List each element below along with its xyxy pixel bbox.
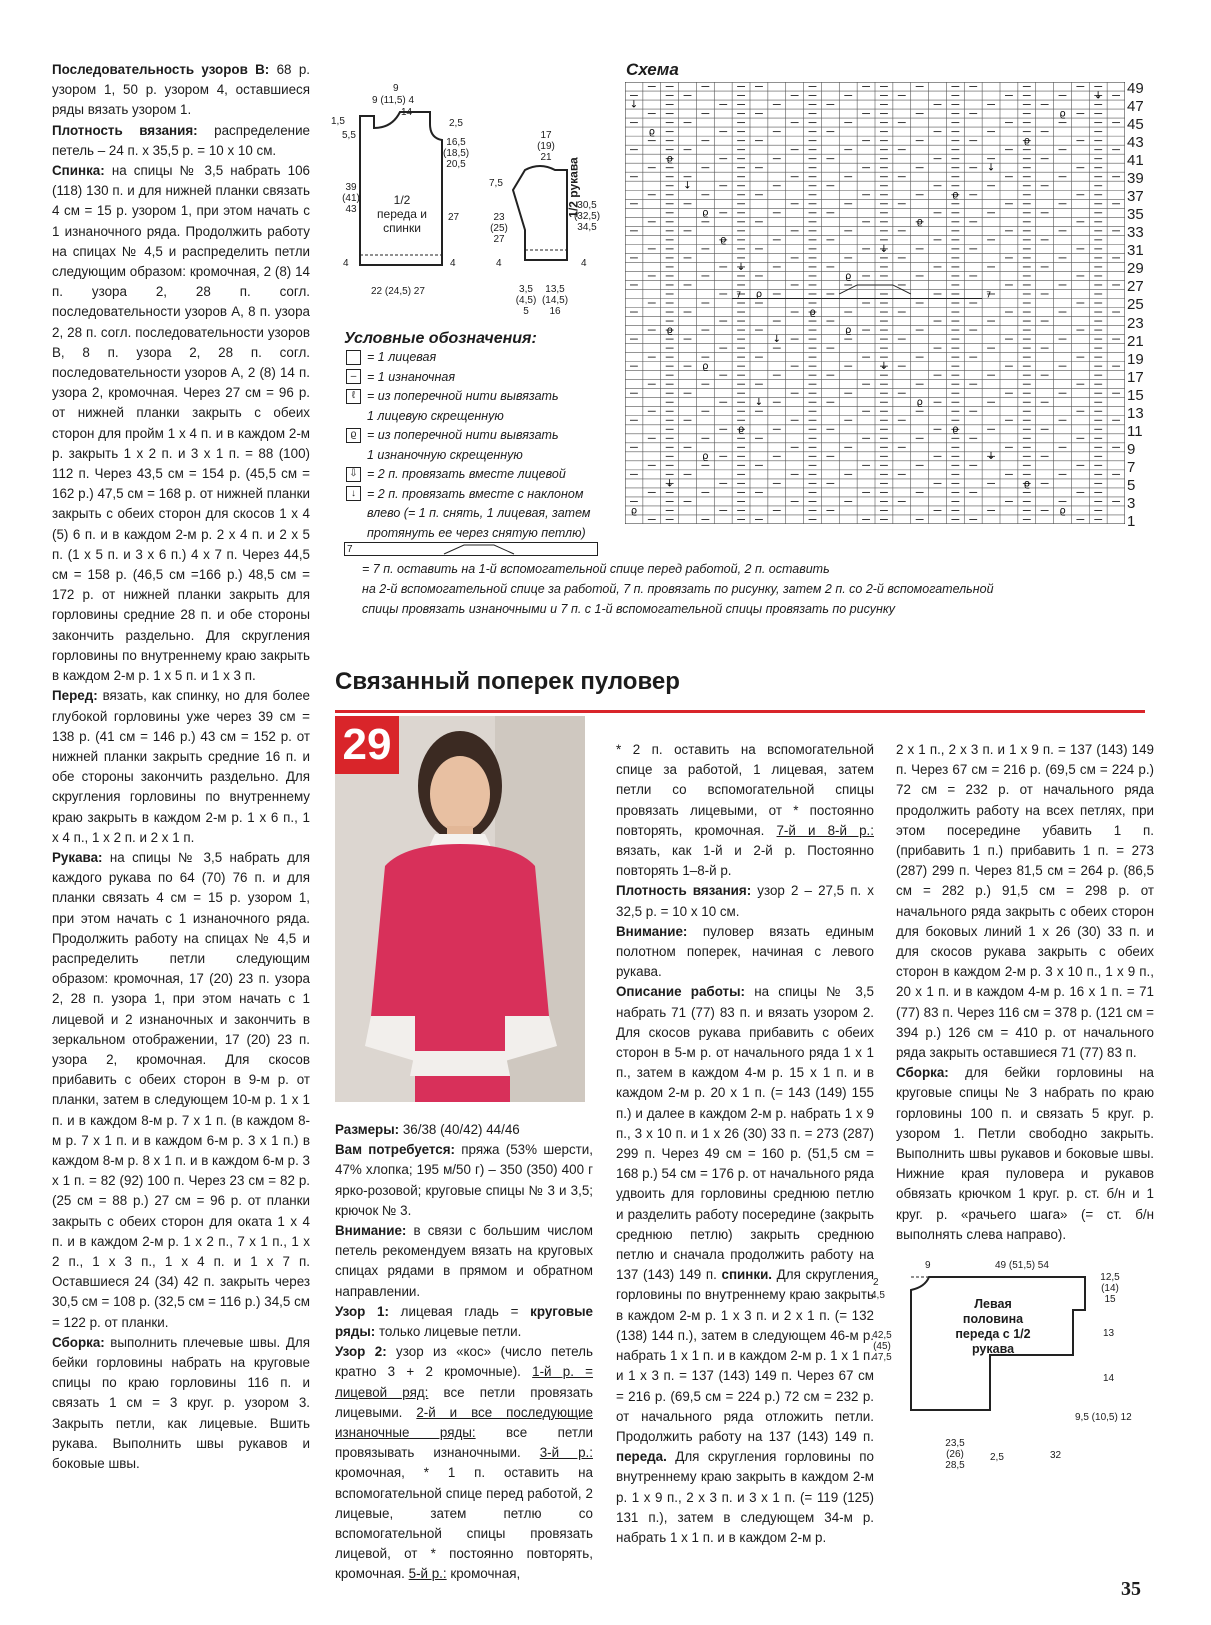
mid-text-column-2: * 2 п. оставить на вспомогательной спице за работой, 1 лицевая, затем петли со вспомогательной спицы провязать лицевыми, от * постоянно повторять, кромочная. 7-й и 8-й р.: вязать, как 1-й и 2-й р. Постоянно повторять 1–8-й р. Плотность вязания: узор 2 – 27,5 п. х 32,5 р. = 10 х 10 см. Внимание: пуловер вязать единым полотном поперек, начиная с левого рукава. Описание работы: на спицы № 3,5 набрать 71 (77) 83 п. и вязать узором 2. Для скосов рукава прибавить с обеих сторон в 5-м р. от начального ряда 1 х 1 п., затем в каждом 4-м р. 15 х 1 п. и в каждом 2-м р. 20 х 1 п. (= 143 (149) 155 п.) и далее в каждом 2-м р. набрать 1 х 9 п., 3 х 10 п. и 1 х 26 (30) 33 п. = 273 (287) 299 п. Через 49 см = 160 р. (51,5 см = 168 р.) 54 см = 176 р. от начального ряда удвоить для горловины среднюю петлю и разделить работу посередине (закрыть среднюю петлю) закрыть среднюю петлю и сначала продолжить работу на 137 (143) 149 п. спинки. Для скругления горловины по внутреннему краю закрыть в каждом 2-м р. 1 х 3 п. и 2 х 1 п. (= 132 (138) 144 п.), затем в следующем 46-м р. набрать 1 х 1 п. и в каждом 2-м р. 1 х 1 п. и 1 х 3 п. = 137 (143) 149 п. Через 67 см = 216 р. (69,5 см = 224 р.) 72 см = 232 р. от начального ряда отложить петли. Продолжить работу на 137 (143) 149 п. переда. Для скругления горловины по внутреннему краю закрыть в каждом 2-м р. 1 х 9 п., 2 х 3 п. и 3 х 1 п. (= 119 (125) 131 п.), затем в следующем 34-м р. набрать 1 х 1 п. и в каждом 2-м р.	[616, 742, 875, 1545]
paragraph: Плотность вязания: распределение петель – 24 п. х 35,5 р. = 10 х 10 см.	[52, 122, 311, 158]
twisted-stitch-symbol: ϱ	[1023, 135, 1030, 147]
row-number: 15	[1127, 386, 1144, 404]
dim-label: 2,5	[449, 118, 463, 129]
cable-number: 7	[347, 544, 353, 555]
row-number: 23	[1127, 314, 1144, 332]
row-number: 3	[1127, 494, 1136, 512]
twisted-stitch-symbol: ϱ	[1059, 108, 1066, 120]
dim-label: 1,5	[331, 116, 345, 127]
legend-text: протянуть ее через снятую петлю)	[367, 525, 586, 540]
legend-text: = 1 лицевая	[367, 350, 437, 364]
twisted-stitch-symbol: ϱ	[916, 216, 923, 228]
arrow-down-symbol: ↓	[629, 99, 639, 111]
dim-label: 14	[1103, 1373, 1115, 1384]
page-number: 35	[1121, 1578, 1141, 1600]
dim-label: 4	[343, 258, 349, 269]
row-number: 37	[1127, 188, 1144, 206]
paragraph: Сборка: выполнить плечевые швы. Для бейки горловины набрать на круговые спицы по краю горловины 116 п. и связать 1 см = 3 круг. р. узором 3. Закрыть петли, как лицевые. Вшить рукава. Выполнить швы рукавов и боковые швы.	[52, 1334, 310, 1472]
twisted-stitch-symbol: ϱ	[702, 207, 709, 219]
dim-label: 2,5	[990, 1452, 1004, 1463]
row-number: 13	[1127, 404, 1144, 422]
right-text-column: 2 х 1 п., 2 х 3 п. и 1 х 9 п. = 137 (143) 149 п. Через 67 см = 216 р. (69,5 см = 224 р.) 72 см = 232 р. от начального ряда продолжить работу на всех петлях, при этом посередине убавить 1 п. (прибавить 1 п.) прибавить 1 п. = 273 (287) 299 п. Через 81,5 см = 264 р. (86,5 см = 282 р.) 91,5 см = 298 р. от начального ряда закрыть с обеих сторон для боковых линий 1 х 26 (30) 33 п. и для скосов рукава закрыть с обеих сторон в каждом 2-м р. 3 х 10 п., 1 х 9 п., 20 х 1 п. и в каждом 4-м р. 16 х 1 п. = 71 (77) 83 п. Через 116 см = 378 р. (121 см = 394 р.) 126 см = 410 р. от начального ряда закрыть оставшиеся 71 (77) 83 п. Сборка: для бейки горловины на круговые спицы № 3 набрать по краю горловины 100 п. и связать 5 круг. р. узором 1. Петли свободно закрыть. Выполнить швы рукавов и боковые швы. Нижние края пуловера и рукавов обвязать крючком 1 круг. р. ст. б/н и 1 круг. р. «рачьего шага» (= ст. б/н выполнять слева направо).	[896, 742, 1154, 1242]
row-number: 5	[1127, 476, 1136, 494]
twisted-stitch-symbol: ϱ	[952, 189, 959, 201]
row-number: 9	[1127, 440, 1136, 458]
dim-label: 7,5	[489, 178, 503, 189]
dim-label: 23 (25) 27	[490, 212, 508, 245]
cable-note: спицы провязать изнаночными и 7 п. с 1-й вспомогательной спицы провязать по рисунку	[362, 602, 895, 616]
row-number: 1	[1127, 512, 1136, 530]
legend-item	[346, 387, 559, 405]
twisted-stitch-symbol: ϱ	[1023, 478, 1030, 490]
title-rule	[335, 710, 1145, 713]
arrow-down-symbol: ↓	[1094, 90, 1103, 102]
paragraph: Перед: вязать, как спинку, но для более глубокой горловины уже через 39 см = 138 р. (41 см = 146 р.) 43 см = 152 р. от нижней планки закрыть средние 16 п. и обе стороны закончить раздельно. Для скругления горловины по внутреннему краю закрыть в каждом 2-м р. 1 х 6 п., 1 х 4 п., 1 х 2 п. и 2 х 1 п.	[52, 688, 310, 845]
legend-item	[346, 407, 504, 425]
legend-text: 1 лицевую скрещенную	[367, 408, 504, 423]
legend-symbol-icon: ϱ	[346, 428, 361, 443]
twisted-stitch-symbol: ϱ	[755, 288, 763, 300]
row-number: 25	[1127, 296, 1144, 314]
row-number: 17	[1127, 368, 1144, 386]
dim-label: 4	[450, 258, 456, 269]
dim-label: 9	[925, 1260, 931, 1271]
row-number: 45	[1127, 116, 1144, 134]
legend-item	[346, 524, 586, 542]
row-number: 35	[1127, 206, 1144, 224]
dim-label: 3,5 (4,5) 5	[515, 284, 537, 317]
left-text-column	[52, 60, 310, 1474]
diagram-label: 1/2 переда и спинки	[377, 193, 427, 235]
mid-text-column-1: Размеры: 36/38 (40/42) 44/46 Вам потребуется: пряжа (53% шерсти, 47% хлопка; 195 м/50 г) – 350 (350) 400 г ярко-розовой; круговые спицы № 3 и 3,5; крючок № 3. Внимание: в связи с большим числом петель рекомендуем вязать на круговых спицах рядами в прямом и обратном направлении. Узор 1: лицевая гладь = круговые ряды: только лицевые петли. Узор 2: узор из «кос» (число петель кратно 3 + 2 кромочные). 1-й р. = лицевой ряд: все петли провязать лицевыми. 2-й и все последующие изнаночные ряды: все петли провязывать изнаночными. 3-й р.: кромочная, * 1 п. оставить на вспомогательной спице перед работой, 2 лицевые, затем петлю со вспомогательной спицы провязать лицевой, от * постоянно повторять, кромочная. 5-й р.: кромочная,	[335, 1122, 593, 1582]
dim-label: 14	[401, 107, 413, 118]
paragraph: Рукава: на спицы № 3,5 набрать для каждого рукава по 64 (70) 76 п. и для планки связать 4 см = 15 р. узором 1, при этом начать с 1 изнаночного ряда. Продолжить работу на спицах № 4,5 и распределить петли следующим образом: кромочная, 17 (20) 23 п. узора 2, 28 п. узора 1, при этом начать с 1 лицевой и 2 изнаночных и закончить в зеркальном отображении, 17 (20) 23 п. узора 2, кромочная. Для скосов прибавить с обеих сторон в 9-м р. от планки, затем в следующем 10-м р. 1 х 1 п. и в каждом 8-м р. 7 х 1 п. (в каждом 8-м р. 7 х 1 п. и в каждом 6-м р. 3 х 1 п.) в каждом 8-м р. 8 х 1 п. и в каждом 6-м р. 3 х 1 п. = 82 (92) 100 п. Через 23 см = 82 р. (25 см = 88 р.) 27 см = 96 р. от планки закрыть с обеих сторон для оката 1 х 4 п. и в каждом 2-м р. 1 х 2 п., 7 х 1 п., 1 х 2 п., 1 х 3 п., 1 х 4 п. и 1 х 7 п. Оставшиеся 24 (34) 42 п. закрыть через 30,5 см = 108 р. (32,5 см = 116 р.) 34,5 см = 122 р. от планки.	[52, 849, 310, 1330]
legend-text: = 2 п. провязать вместе с наклоном	[367, 486, 584, 501]
paragraph: Последовательность узоров В: 68 р. узором 1, 50 р. узором 4, оставшиеся ряды вязать узором 1.	[52, 62, 310, 118]
legend-text: = 1 изнаночная	[367, 369, 456, 384]
twisted-stitch-symbol: ϱ	[630, 505, 638, 517]
twisted-stitch-symbol: ϱ	[845, 270, 852, 282]
legend-text: = из поперечной нити вывязать	[367, 428, 559, 442]
dim-label: 13,5 (14,5) 16	[541, 284, 569, 317]
twisted-stitch-symbol: ϱ	[1059, 505, 1066, 517]
dim-label: 4	[581, 258, 587, 269]
dim-label: 30,5 (32,5) 34,5	[573, 200, 601, 233]
twisted-stitch-symbol: ϱ	[809, 306, 816, 318]
twisted-stitch-symbol: ϱ	[720, 234, 727, 246]
scheme-title: Схема	[626, 60, 679, 79]
dim-label: 2	[873, 1277, 879, 1288]
legend-item	[346, 426, 559, 444]
dim-label: 9 (11,5) 4	[372, 95, 415, 106]
dim-label: 12,5 (14) 15	[1100, 1272, 1120, 1305]
legend-item	[346, 465, 566, 483]
twisted-stitch-symbol: ϱ	[702, 361, 709, 373]
dim-label: 9	[393, 83, 399, 94]
dim-label: 23,5 (26) 28,5	[945, 1438, 965, 1471]
knitting-chart	[625, 82, 1125, 524]
row-number: 43	[1127, 134, 1144, 152]
legend-symbol-icon	[346, 350, 361, 365]
twisted-stitch-symbol: ϱ	[666, 324, 673, 336]
dim-label: 27	[448, 212, 460, 223]
cable-note: = 7 п. оставить на 1-й вспомогательной спице перед работой, 2 п. оставить	[362, 562, 830, 576]
dim-label: 4,5	[871, 1290, 885, 1301]
twisted-stitch-symbol: ϱ	[916, 397, 923, 409]
legend-item	[346, 368, 455, 386]
row-number: 47	[1127, 98, 1144, 116]
legend-text: = 2 п. провязать вместе лицевой	[367, 467, 566, 481]
cable-symbol	[344, 542, 598, 556]
dim-label: 22 (24,5) 27	[371, 286, 425, 297]
legend-item	[346, 504, 590, 522]
row-number: 39	[1127, 170, 1144, 188]
arrow-down-symbol: ↓	[772, 333, 781, 345]
diagram-label: Левая половина переда с 1/2 рукава	[955, 1297, 1031, 1356]
row-number: 29	[1127, 260, 1144, 278]
row-number: 21	[1127, 332, 1144, 350]
cable-number: 7	[986, 290, 992, 300]
diagram-label: 1/2 рукава	[566, 157, 581, 218]
legend-text: 1 изнаночную скрещенную	[367, 447, 523, 462]
dim-label: 4	[496, 258, 502, 269]
paragraph: Спинка: на спицы № 3,5 набрать 106 (118) 130 п. и для нижней планки связать 4 см = 15 р. узором 1, при этом начать с 1 изнаночного ряда. Продолжить работу на спицах № 4,5 и распределить петли следующим образом: кромочная, 2 (8) 14 п. узора 2, 28 п. согл. последовательности узоров А, 8 п. узора 2, 28 п. согл. последовательности узоров В, 8 п. узора 2, 28 п. согл. последовательности узоров А, 2 (8) 14 п. узора 2, кромочная. Через 27 см = 96 р. от нижней планки закрыть с обеих сторон для пройм 1 х 4 п. и в каждом 2-м р. закрыть 1 х 2 п. и 3 х 1 п. = 88 (100) 112 п. Через 43,5 см = 154 р. (45,5 см = 162 р.) 47,5 см = 168 р. от нижней планки закрыть с обеих сторон для скосов 1 х 4 (5) 6 п. и в каждом 2-м р. 2 х 4 п. и 2 х 5 п. (1 х 5 п. и 3 х 6 п.) 4 х 7 п. Через 44,5 см = 158 р. (46,5 см =166 р.) 48,5 см = 172 р. от нижней планки закрыть для горловины средние 28 п. и обе стороны закончить раздельно. Для скругления горловины по внутреннему краю закрыть в каждом 2-м р. 1 х 5 п. и 1 х 3 п.	[52, 163, 310, 684]
row-number: 27	[1127, 278, 1144, 296]
twisted-stitch-symbol: ϱ	[952, 424, 959, 436]
dim-label: 32	[1050, 1450, 1062, 1461]
dim-label: 39 (41) 43	[342, 182, 360, 215]
row-number: 11	[1127, 422, 1143, 440]
row-number: 49	[1127, 80, 1144, 97]
legend-symbol-icon: ↓	[346, 486, 361, 501]
twisted-stitch-symbol: ϱ	[737, 424, 745, 436]
arrow-down-symbol: ↓	[665, 478, 674, 490]
twisted-stitch-symbol: ϱ	[648, 126, 655, 138]
dim-label: 13	[1103, 1328, 1115, 1339]
arrow-down-symbol: ↓	[986, 451, 996, 463]
dim-label: 49 (51,5) 54	[995, 1260, 1049, 1271]
dim-label: 16,5 (18,5) 20,5	[443, 137, 470, 170]
legend-item	[346, 485, 583, 503]
twisted-stitch-symbol: ϱ	[666, 153, 673, 165]
twisted-stitch-symbol: ϱ	[702, 451, 709, 463]
row-number: 7	[1127, 458, 1136, 476]
article-title: Связанный поперек пуловер	[335, 668, 680, 695]
row-number: 41	[1127, 152, 1144, 170]
legend-text: влево (= 1 п. снять, 1 лицевая, затем	[367, 506, 591, 520]
legend-item	[346, 348, 436, 366]
legend-symbol-icon: ℓ	[346, 389, 361, 404]
arrow-down-symbol: ↓	[683, 180, 692, 192]
arrow-down-symbol: ↓	[879, 243, 889, 255]
model-number: 29	[335, 716, 399, 774]
legend-item	[346, 446, 523, 464]
row-number: 19	[1127, 350, 1144, 368]
arrow-down-symbol: ↓	[754, 397, 764, 409]
cable-number: 7	[736, 290, 742, 300]
legend-symbol-icon: ⇩	[346, 467, 361, 482]
legend-text: = из поперечной нити вывязать	[367, 389, 559, 403]
arrow-down-symbol: ↓	[879, 361, 889, 373]
dim-label: 17 (19) 21	[537, 130, 555, 163]
arrow-down-symbol: ↓	[986, 162, 996, 174]
dim-label: 5,5	[342, 130, 356, 141]
legend-symbol-icon: –	[346, 369, 361, 384]
dim-label: 42,5 (45) 47,5	[872, 1330, 892, 1363]
arrow-down-symbol: ↓	[736, 261, 746, 273]
row-number: 33	[1127, 224, 1144, 242]
dim-label: 9,5 (10,5) 12	[1075, 1412, 1132, 1423]
twisted-stitch-symbol: ϱ	[845, 324, 852, 336]
legend-title: Условные обозначения:	[344, 330, 537, 347]
row-number: 31	[1127, 242, 1144, 260]
cable-note: на 2-й вспомогательной спице за работой, 7 п. провязать по рисунку, затем 2 п. со 2-й вспомогательной	[362, 582, 994, 596]
